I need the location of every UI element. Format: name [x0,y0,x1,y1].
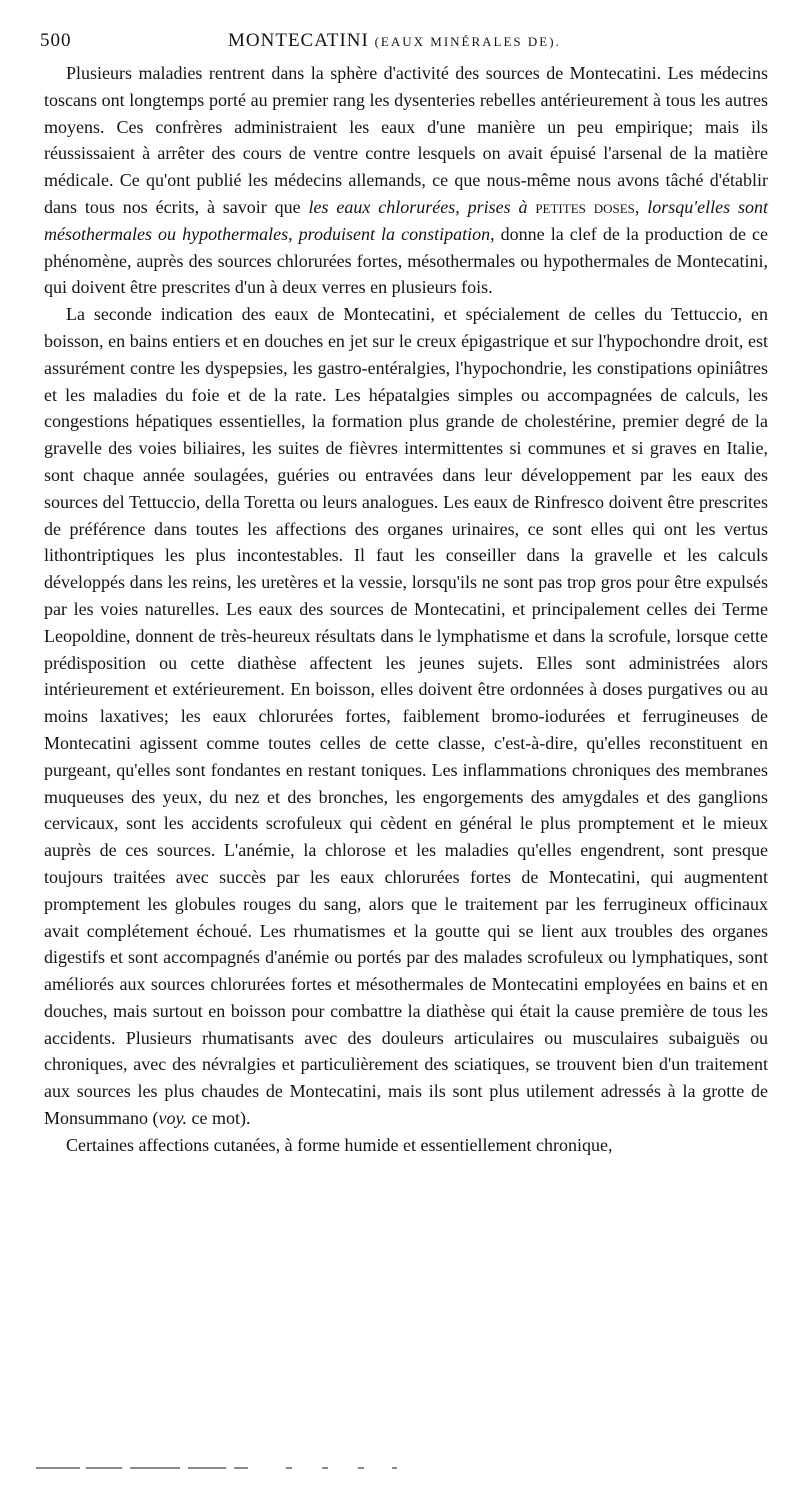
paragraph-2-end: ce mot). [187,1108,251,1129]
paragraph-1-small-caps: petites doses [535,196,635,217]
page-number: 500 [40,30,72,51]
paragraph-1-text-b: , donne la clef de la production de ce phénomène, auprès des sources chlorurées fortes, mésothermales ou hypothermales de Montecatini, qui doivent être prescrites d'un à deux verres en plusieurs fois. [44,223,768,298]
footer-rule-segment [392,1467,397,1469]
footer-rule-segment [322,1467,328,1469]
footer-rule-segment [36,1467,80,1469]
paragraph-2-italic: voy. [158,1108,187,1129]
paragraph-1-italic-b: , lorsqu'elles sont mésothermales ou hypothermales, produisent la constipation [44,196,769,244]
paragraph-1-text-a: Plusieurs maladies rentrent dans la sphère d'activité des sources de Montecatini. Les médecins toscans ont longtemps porté au premier rang les dysenteries rebelles antérieurement à tous les autres moyens. Ces confrères administraient les eaux d'une manière un peu empirique; mais ils réussissaient à arrêter des cours de ventre contre lesquels on avait épuisé l'arsenal de la matière médicale. Ce qu'ont publié les médecins allemands, ce que nous-même nous avons tâché d'établir dans tous nos écrits, à savoir que [44,63,768,217]
paragraph-3 [44,1132,768,1159]
footer-rule-segment [188,1467,226,1469]
footer-rule-segment [234,1467,248,1469]
paragraph-3-text: Certaines affections cutanées, à forme humide et essentiellement chronique, [66,1134,613,1155]
running-title [228,30,561,52]
footer-rule-segment [358,1467,364,1469]
paragraph-2-text: La seconde indication des eaux de Montecatini, et spécialement de celles du Tettuccio, en boisson, en bains entiers et en douches en jet sur le creux épigastrique et sur l'hypochondre droit, est assurément contre les dyspepsies, les gastro-entéralgies, l'hypochondrie, les constipations opiniâtres et les maladies du foie et de la rate. Les hépatalgies simples ou accompagnées de calculs, les congestions hépatiques essentielles, la formation plus grande de cholestérine, premier degré de la gravelle des voies biliaires, les suites de fièvres intermittentes si communes et si graves en Italie, sont chaque année soulagées, guéries ou entravées dans leur développement par les eaux des sources del Tettuccio, della Toretta ou leurs analogues. Les eaux de Rinfresco doivent être prescrites de préférence dans toutes les affections des organes urinaires, ce sont elles qui ont les vertus lithontriptiques les plus incontestables. Il faut les conseiller dans la gravelle et les calculs développés dans les reins, les uretères et la vessie, lorsqu'ils ne sont pas trop gros pour être expulsés par les voies naturelles. Les eaux des sources de Montecatini, et principalement celles dei Terme Leopoldine, donnent de très-heureux résultats dans le lymphatisme et dans la scrofule, lorsque cette prédisposition ou cette diathèse affectent les jeunes sujets. Elles sont administrées alors intérieurement et extérieurement. En boisson, elles doivent être ordonnées à doses purgatives ou au moins laxatives; les eaux chlorurées fortes, faiblement bromo-iodurées et ferrugineuses de Montecatini agissent comme toutes celles de cette classe, c'est-à-dire, qu'elles reconstituent en purgeant, qu'elles sont fondantes en restant toniques. Les inflammations chroniques des membranes muqueuses des yeux, du nez et des bronches, les engorgements des amygdales et des ganglions cervicaux, sont les accidents scrofuleux qui cèdent en général le plus promptement et le mieux auprès de ces sources. L'anémie, la chlorose et les maladies qu'elles engendrent, sont presque toujours traitées avec succès par les eaux chlorurées fortes de Montecatini, qui augmentent promptement les globules rouges du sang, alors que le traitement par les ferrugineux officinaux avait complétement échoué. Les rhumatismes et la goutte qui se lient aux troubles des organes digestifs et sont accompagnés d'anémie ou portés par des malades scrofuleux ou lymphatiques, sont améliorés aux sources chlorurées fortes et mésothermales de Montecatini employées en bains et en douches, mais surtout en boisson pour combattre la diathèse qui était la cause première de tous les accidents. Plusieurs rhumatisants avec des douleurs articulaires ou musculaires subaiguës ou chroniques, avec des névralgies et particulièrement des sciatiques, se trouvent bien d'un traitement aux sources les plus chaudes de Montecatini, mais ils sont plus utilement adressés à la grotte de Monsummano ( [44,304,768,1129]
paragraph-2 [44,301,768,1132]
running-header [40,30,780,58]
footer-rule-segment [130,1467,180,1469]
paragraph-1-italic-a: les eaux chlorurées, prises à [308,196,536,217]
footer-rule-segment [286,1467,292,1469]
running-title-main: MONTECATINI [228,30,369,51]
body-text [44,60,768,1159]
footer-rule-segment [86,1467,122,1469]
paragraph-1 [44,60,768,301]
running-title-sub: (EAUX MINÉRALES DE). [374,34,561,49]
